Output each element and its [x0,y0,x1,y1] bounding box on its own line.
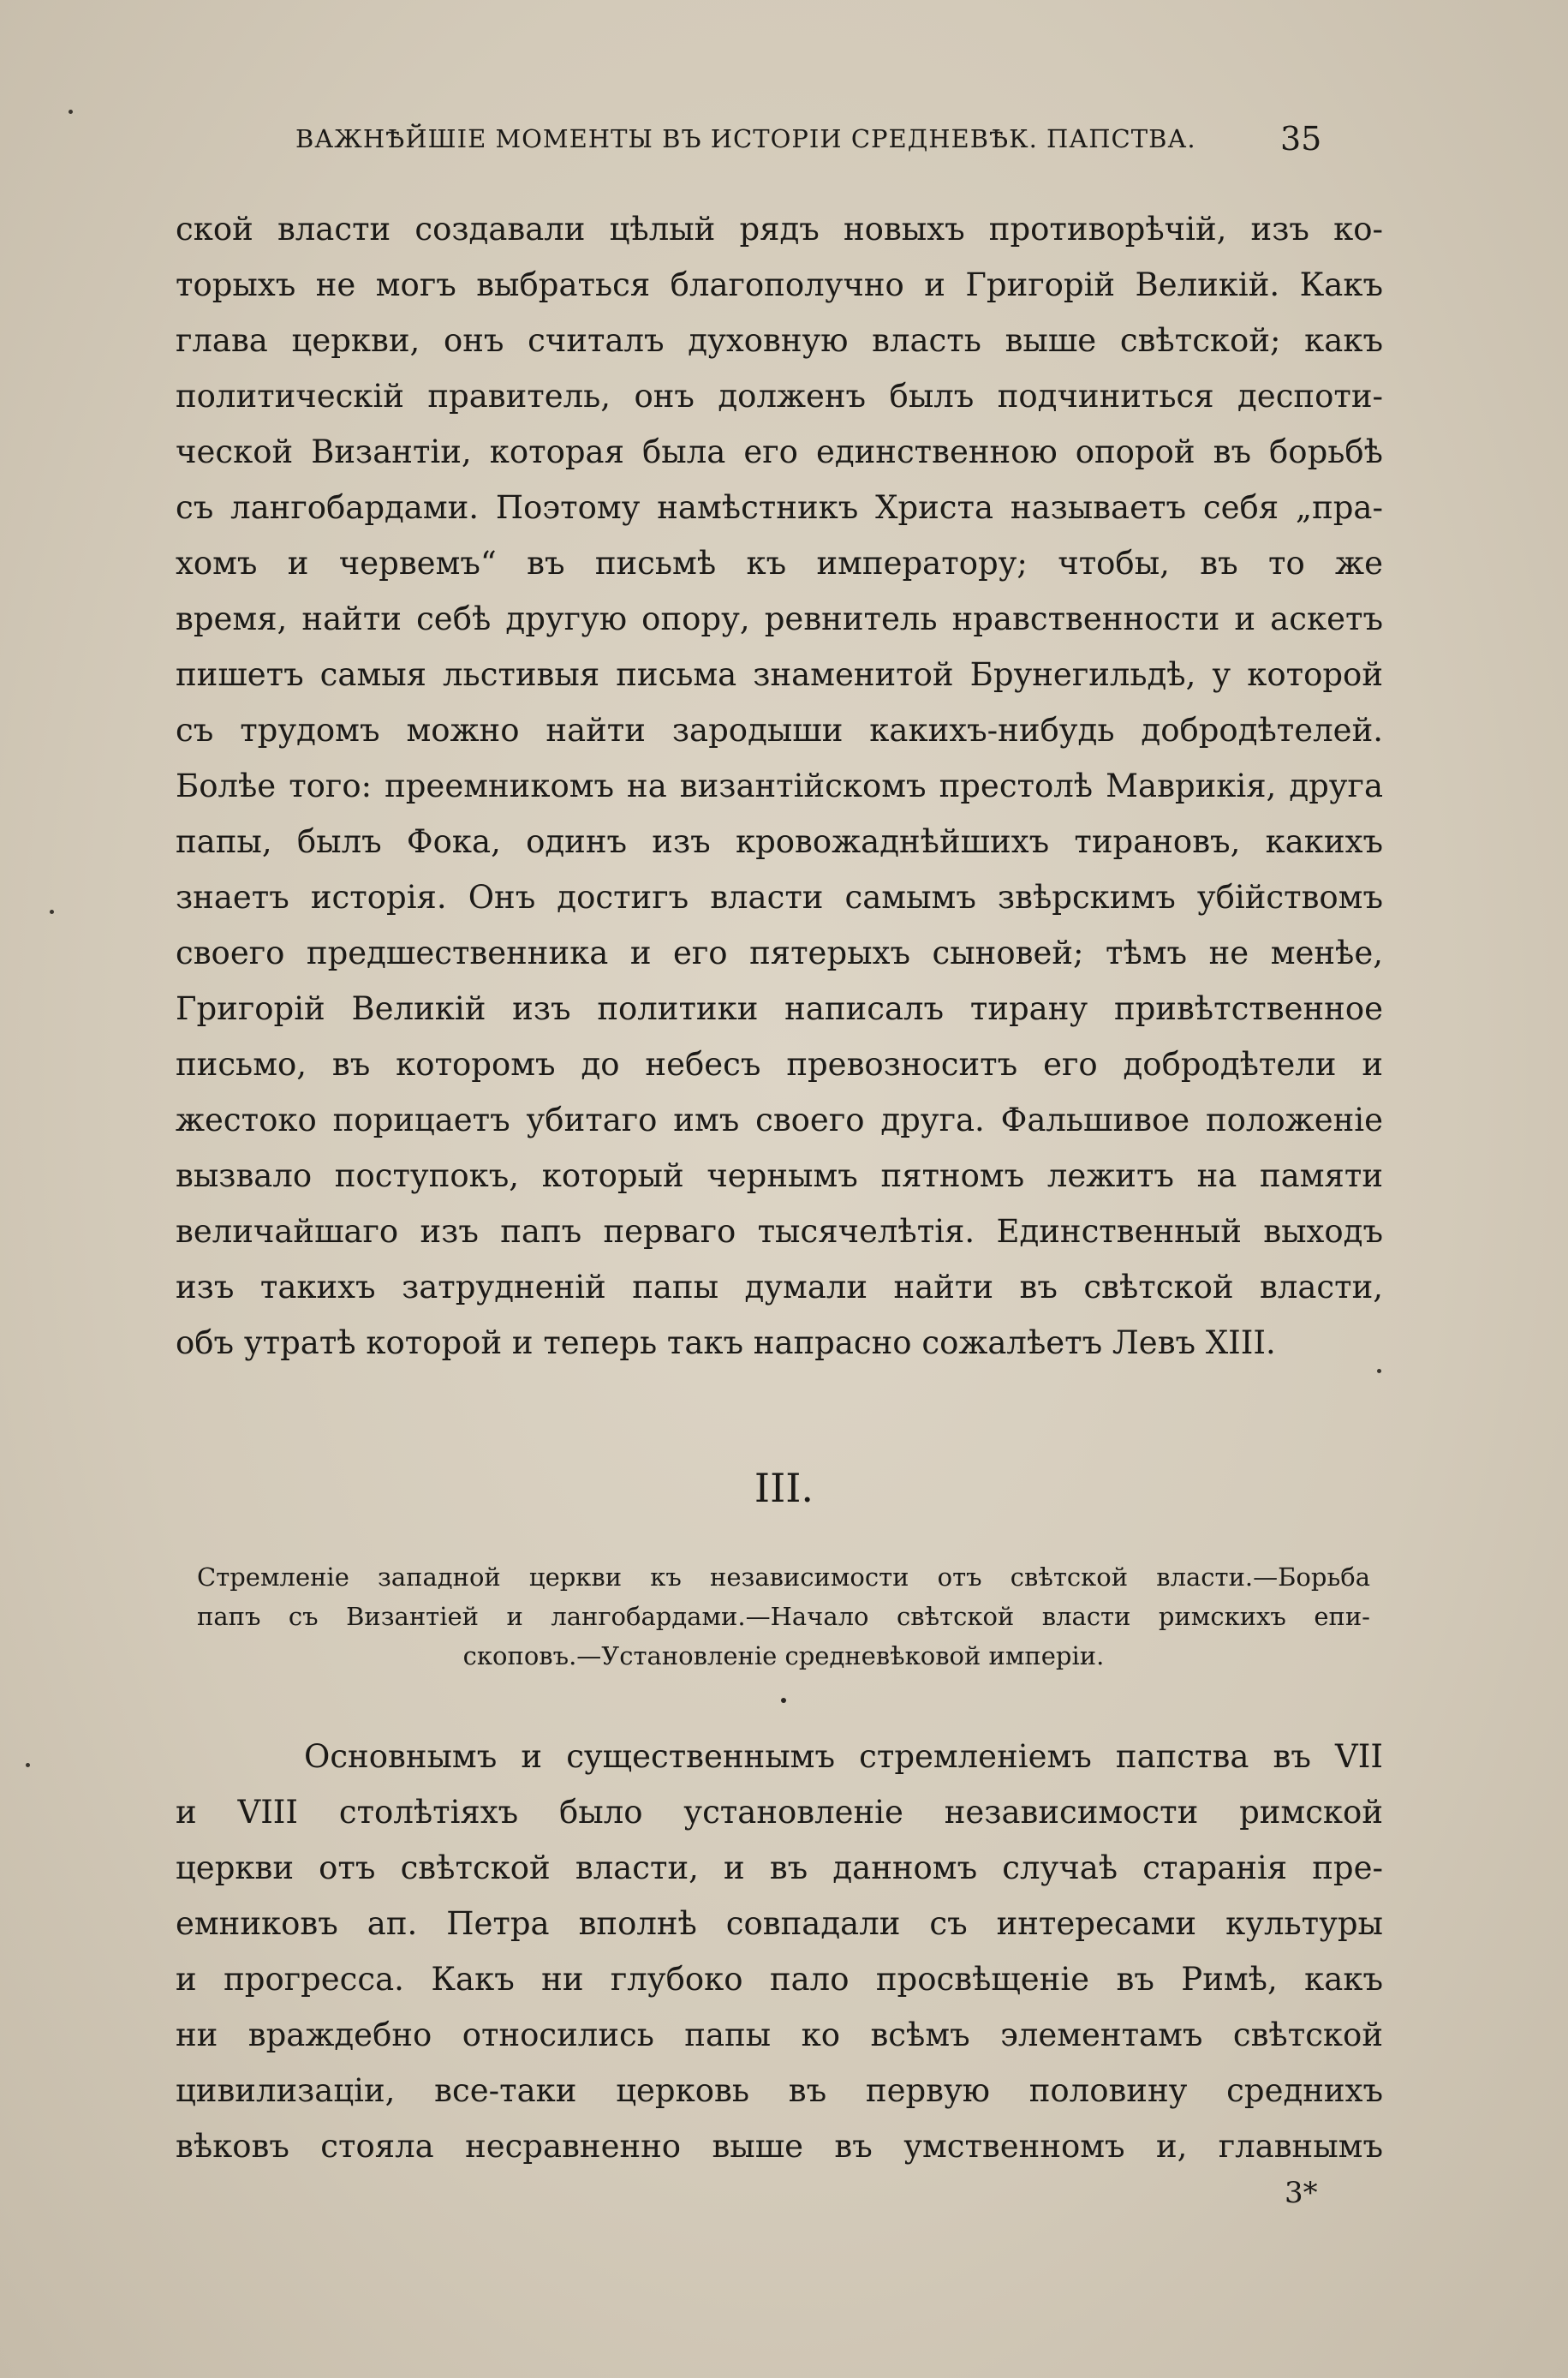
text-line: съ трудомъ можно найти зародыши какихъ-нибудь добродѣтелей. [176,712,1383,749]
text-line: Григорій Великій изъ политики написалъ тирану привѣтственное [176,990,1383,1027]
paragraph-2 [176,1729,1383,2174]
text-line: пишетъ самыя льстивыя письма знаменитой Брунегильдѣ, у которой [176,656,1383,693]
text-line: письмо, въ которомъ до небесъ превозноситъ его добродѣтели и [176,1046,1383,1083]
summary-line: Стремленіе западной церкви къ независимости отъ свѣтской власти.—Борьба [197,1562,1370,1592]
text-line: торыхъ не могъ выбраться благополучно и Григорій Великій. Какъ [176,266,1383,303]
text-line: глава церкви, онъ считалъ духовную власть выше свѣтской; какъ [176,322,1383,359]
running-title: ВАЖНѢЙШІЕ МОМЕНТЫ ВЪ ИСТОРІИ СРЕДНЕВѢК. ПАПСТВА. [295,124,1196,153]
text-line: папы, былъ Фока, одинъ изъ кровожаднѣйшихъ тирановъ, какихъ [176,823,1383,860]
page-header [0,113,1568,164]
text-line: Основнымъ и существеннымъ стремленіемъ папства въ VII [304,1738,1383,1775]
text-line: время, найти себѣ другую опору, ревнитель нравственности и аскетъ [176,600,1383,637]
text-line: жестоко порицаетъ убитаго имъ своего друга. Фальшивое положеніе [176,1102,1383,1138]
separator-dot [781,1698,786,1703]
text-line: вызвало поступокъ, который чернымъ пятномъ лежитъ на памяти [176,1157,1383,1194]
summary-line: папъ съ Византіей и лангобардами.—Начало свѣтской власти римскихъ епи- [197,1602,1370,1631]
text-line: и VIII столѣтіяхъ было установленіе независимости римской [176,1794,1383,1831]
text-line: знаетъ исторія. Онъ достигъ власти самымъ звѣрскимъ убійствомъ [176,879,1383,916]
text-line: ни враждебно относились папы ко всѣмъ элементамъ свѣтской [176,2017,1383,2053]
text-line: вѣковъ стояла несравненно выше въ умственномъ и, главнымъ [176,2128,1383,2165]
print-speck [26,1763,30,1767]
text-line: церкви отъ свѣтской власти, и въ данномъ случаѣ старанія пре- [176,1849,1383,1886]
text-line: величайшаго изъ папъ перваго тысячелѣтія. Единственный выходъ [176,1213,1383,1250]
text-line: политическій правитель, онъ долженъ былъ подчиниться деспоти- [176,378,1383,415]
paragraph-1 [176,201,1383,1371]
page-number: 35 [1280,120,1322,158]
print-speck [69,110,73,114]
section-heading: III. [754,1465,814,1511]
text-line: изъ такихъ затрудненій папы думали найти въ свѣтской власти, [176,1269,1383,1306]
text-line: съ лангобардами. Поэтому намѣстникъ Христа называетъ себя „пра- [176,489,1383,526]
text-line: емниковъ ап. Петра вполнѣ совпадали съ интересами культуры [176,1905,1383,1942]
text-line: ской власти создавали цѣлый рядъ новыхъ противорѣчій, изъ ко- [176,211,1383,248]
text-line: объ утратѣ которой и теперь такъ напрасно сожалѣетъ Левъ XIII. [176,1324,1276,1361]
section-summary [197,1557,1370,1676]
print-speck [50,910,54,914]
signature-mark: 3* [1285,2176,1318,2210]
print-speck [1377,1369,1381,1373]
summary-line: скоповъ.—Установленіе средневѣковой имперіи. [462,1641,1105,1670]
text-line: Болѣе того: преемникомъ на византійскомъ престолѣ Маврикія, друга [176,768,1383,804]
text-line: ческой Византіи, которая была его единственною опорой въ борьбѣ [176,433,1383,470]
text-line: хомъ и червемъ“ въ письмѣ къ императору; чтобы, въ то же [176,545,1383,582]
text-line: и прогресса. Какъ ни глубоко пало просвѣщеніе въ Римѣ, какъ [176,1961,1383,1998]
text-line: цивилизаціи, все-таки церковь въ первую половину среднихъ [176,2072,1383,2109]
text-line: своего предшественника и его пятерыхъ сыновей; тѣмъ не менѣе, [176,935,1383,971]
